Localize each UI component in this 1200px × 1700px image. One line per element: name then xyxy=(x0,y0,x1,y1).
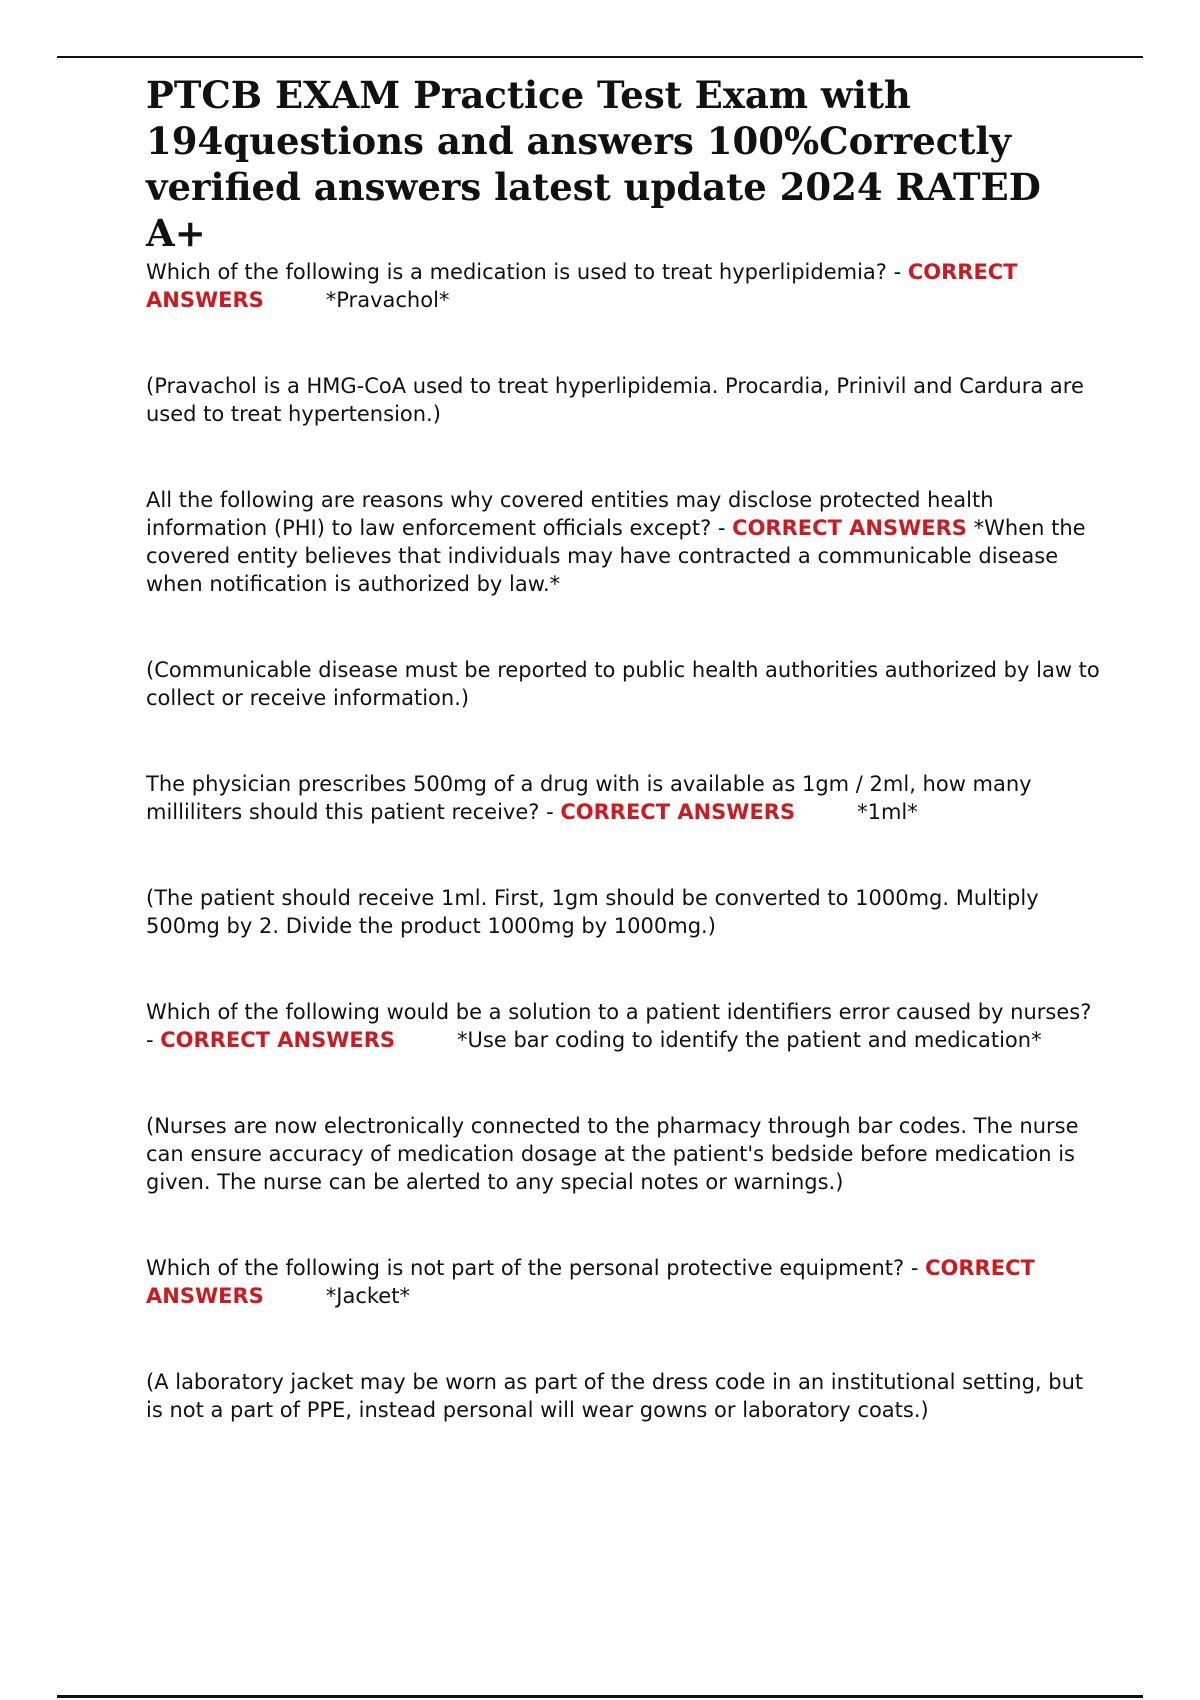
answer-text: *Pravachol* xyxy=(325,288,450,312)
document-title: PTCB EXAM Practice Test Exam with 194questions and answers 100%Correctly verified answers latest update 2024 RATED A+ xyxy=(146,73,1041,255)
explanation-1: (Pravachol is a HMG-CoA used to treat hyperlipidemia. Procardia, Prinivil and Cardura are used to treat hypertension.) xyxy=(146,374,1084,426)
correct-answers-label: CORRECT ANSWERS xyxy=(732,516,967,540)
qa-item-1 xyxy=(146,258,1101,428)
qa-item-4 xyxy=(146,998,1101,1196)
explanation-5: (A laboratory jacket may be worn as part of the dress code in an institutional setting, but is not a part of PPE, instead personal will wear gowns or laboratory coats.) xyxy=(146,1370,1084,1422)
qa-item-5 xyxy=(146,1254,1101,1424)
top-rule xyxy=(57,56,1143,58)
correct-answers-label: CORRECT ANSWERS xyxy=(146,1256,1035,1308)
qa-item-3 xyxy=(146,770,1101,940)
correct-answers-label: CORRECT ANSWERS xyxy=(146,260,1018,312)
explanation-4: (Nurses are now electronically connected to the pharmacy through bar codes. The nurse can ensure accuracy of medication dosage at the patient's bedside before medication is given. The nurse can be alerted to any special notes or warnings.) xyxy=(146,1114,1079,1194)
correct-answers-label: CORRECT ANSWERS xyxy=(160,1028,396,1052)
question-text: Which of the following would be a solution to a patient identifiers error caused by nurses? - xyxy=(146,1000,1092,1052)
question-4 xyxy=(146,998,1101,1054)
answer-text: *Use bar coding to identify the patient and medication* xyxy=(457,1028,1042,1052)
question-text: All the following are reasons why covered entities may disclose protected health information (PHI) to law enforcement officials except? - xyxy=(146,488,994,540)
question-text: Which of the following is not part of the personal protective equipment? - xyxy=(146,1256,926,1280)
qa-item-2 xyxy=(146,486,1101,712)
question-5 xyxy=(146,1254,1101,1310)
question-text: The physician prescribes 500mg of a drug with is available as 1gm / 2ml, how many milliliters should this patient receive? - xyxy=(146,772,1032,824)
question-text: Which of the following is a medication is used to treat hyperlipidemia? - xyxy=(146,260,908,284)
question-1 xyxy=(146,258,1101,314)
question-3 xyxy=(146,770,1101,826)
answer-text: *1ml* xyxy=(857,800,918,824)
answer-text: *Jacket* xyxy=(325,1284,410,1308)
document-body xyxy=(146,72,1101,1424)
explanation-2: (Communicable disease must be reported to public health authorities authorized by law to collect or receive information.) xyxy=(146,658,1100,710)
question-2 xyxy=(146,486,1101,598)
explanation-3: (The patient should receive 1ml. First, 1gm should be converted to 1000mg. Multiply 500mg by 2. Divide the product 1000mg by 1000mg.) xyxy=(146,886,1039,938)
correct-answers-label: CORRECT ANSWERS xyxy=(560,800,796,824)
answer-text: *When the covered entity believes that individuals may have contracted a communicable disease when notification is authorized by law.* xyxy=(146,516,1086,596)
bottom-rule xyxy=(57,1695,1143,1698)
